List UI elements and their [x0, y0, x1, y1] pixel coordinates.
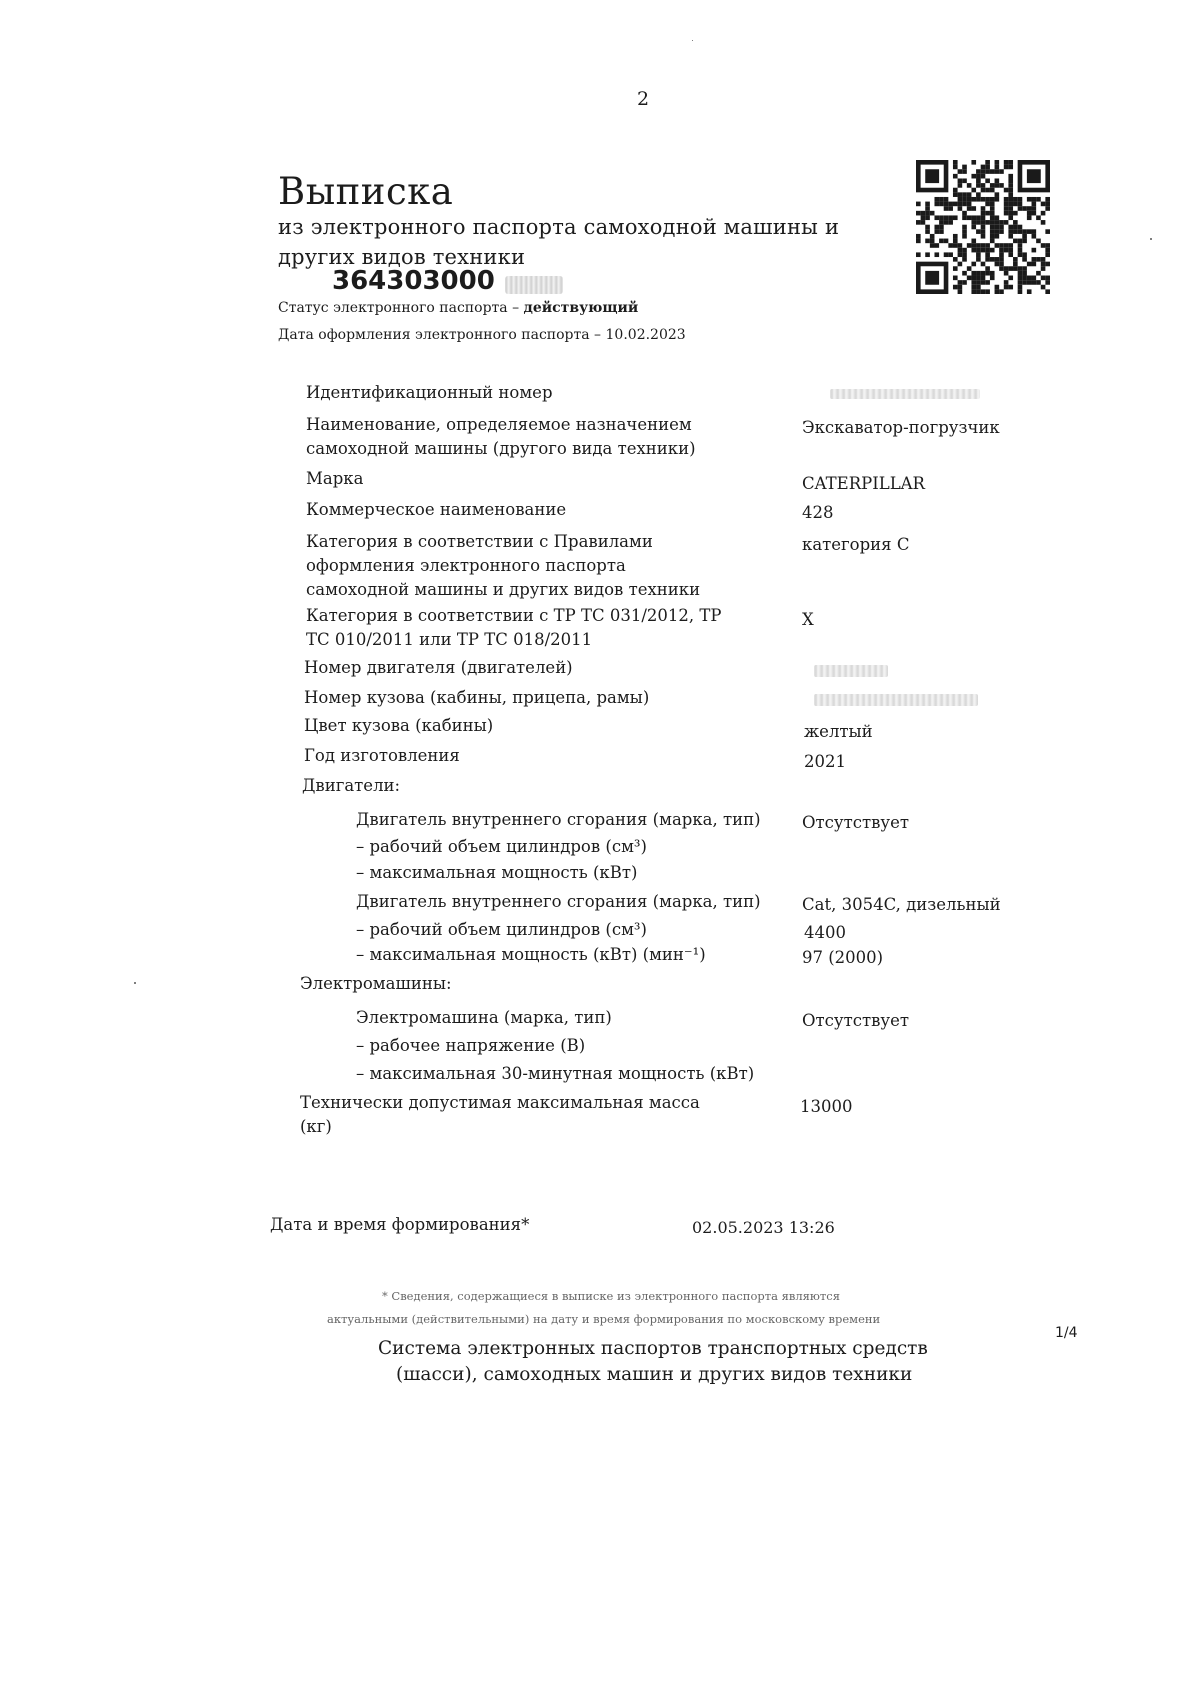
engine2-power-value: 97 (2000) [802, 948, 884, 967]
status-value: действующий [523, 300, 639, 316]
row-label-brand: Марка [306, 469, 364, 488]
engine2-type-label: Двигатель внутреннего сгорания (марка, тип) [356, 892, 761, 911]
row-label-name-line2: самоходной машины (другого вида техники) [306, 439, 696, 458]
row-label-tr-category-line1: Категория в соответствии с ТР ТС 031/2012, ТР [306, 606, 722, 625]
engines-section-label: Двигатели: [302, 776, 401, 795]
row-label-year: Год изготовления [304, 746, 460, 765]
electro-voltage-label: – рабочее напряжение (В) [356, 1036, 586, 1055]
engine1-volume-label: – рабочий объем цилиндров (см³) [356, 837, 647, 856]
passport-number: 364303000 [332, 266, 495, 296]
status-line [278, 300, 638, 316]
electro-type-label: Электромашина (марка, тип) [356, 1008, 612, 1027]
passport-number-redaction [505, 276, 563, 294]
system-name-line1: Система электронных паспортов транспортных средств [378, 1338, 928, 1359]
electro-type-value: Отсутствует [802, 1011, 909, 1030]
scan-speck [1150, 238, 1152, 240]
engine2-volume-value: 4400 [804, 923, 846, 942]
scan-speck [692, 40, 693, 41]
footnote-line2: актуальными (действительными) на дату и время формирования по московскому времени [327, 1312, 881, 1326]
footnote-line1: * Сведения, содержащиеся в выписке из электронного паспорта являются [382, 1289, 840, 1303]
row-label-vin: Идентификационный номер [306, 383, 553, 402]
row-value-tr-category: Х [802, 610, 814, 629]
row-label-tr-category-line2: ТС 010/2011 или ТР ТС 018/2011 [306, 630, 593, 649]
engine2-power-label: – максимальная мощность (кВт) (мин⁻¹) [356, 945, 706, 964]
formed-datetime-value: 02.05.2023 13:26 [692, 1218, 835, 1237]
body-number-redaction [814, 694, 978, 706]
row-value-name: Экскаватор-погрузчик [802, 418, 1000, 437]
document-subtitle-line2: других видов техники [278, 245, 526, 269]
row-label-body-number: Номер кузова (кабины, прицепа, рамы) [304, 688, 650, 707]
engine1-type-label: Двигатель внутреннего сгорания (марка, тип) [356, 810, 761, 829]
row-label-commercial-name: Коммерческое наименование [306, 500, 567, 519]
row-value-category: категория С [802, 535, 910, 554]
page-number: 2 [637, 88, 650, 110]
mass-label-line1: Технически допустимая максимальная масса [300, 1093, 700, 1112]
row-value-year: 2021 [804, 752, 846, 771]
engine2-type-value: Cat, 3054C, дизельный [802, 895, 1001, 914]
row-label-category-line1: Категория в соответствии с Правилами [306, 532, 653, 551]
row-label-engine-number: Номер двигателя (двигателей) [304, 658, 573, 677]
electro-power-label: – максимальная 30-минутная мощность (кВт) [356, 1064, 755, 1083]
page-counter: 1/4 [1055, 1325, 1078, 1341]
document-subtitle-line1: из электронного паспорта самоходной машины и [278, 215, 840, 239]
document-title: Выписка [278, 170, 454, 213]
engine2-volume-label: – рабочий объем цилиндров (см³) [356, 920, 647, 939]
row-value-brand: CATERPILLAR [802, 474, 925, 493]
issue-date-label: Дата оформления электронного паспорта – [278, 327, 606, 343]
row-label-category-line3: самоходной машины и других видов техники [306, 580, 701, 599]
qr-code-icon [916, 160, 1050, 294]
system-name-line2: (шасси), самоходных машин и других видов техники [396, 1364, 913, 1385]
electro-section-label: Электромашины: [300, 974, 452, 993]
engine1-type-value: Отсутствует [802, 813, 909, 832]
status-label: Статус электронного паспорта – [278, 300, 524, 316]
scan-speck [134, 982, 136, 984]
formed-datetime-label: Дата и время формирования* [270, 1215, 530, 1234]
row-label-category-line2: оформления электронного паспорта [306, 556, 626, 575]
issue-date-line [278, 327, 686, 343]
row-label-body-color: Цвет кузова (кабины) [304, 716, 494, 735]
row-label-name-line1: Наименование, определяемое назначением [306, 415, 692, 434]
engine-number-redaction [814, 665, 888, 677]
row-value-body-color: желтый [804, 722, 873, 741]
engine1-power-label: – максимальная мощность (кВт) [356, 863, 638, 882]
mass-label-line2: (кг) [300, 1117, 332, 1136]
issue-date-value: 10.02.2023 [605, 327, 686, 343]
mass-value: 13000 [800, 1097, 853, 1116]
row-value-commercial-name: 428 [802, 503, 834, 522]
vin-redaction [830, 389, 980, 399]
